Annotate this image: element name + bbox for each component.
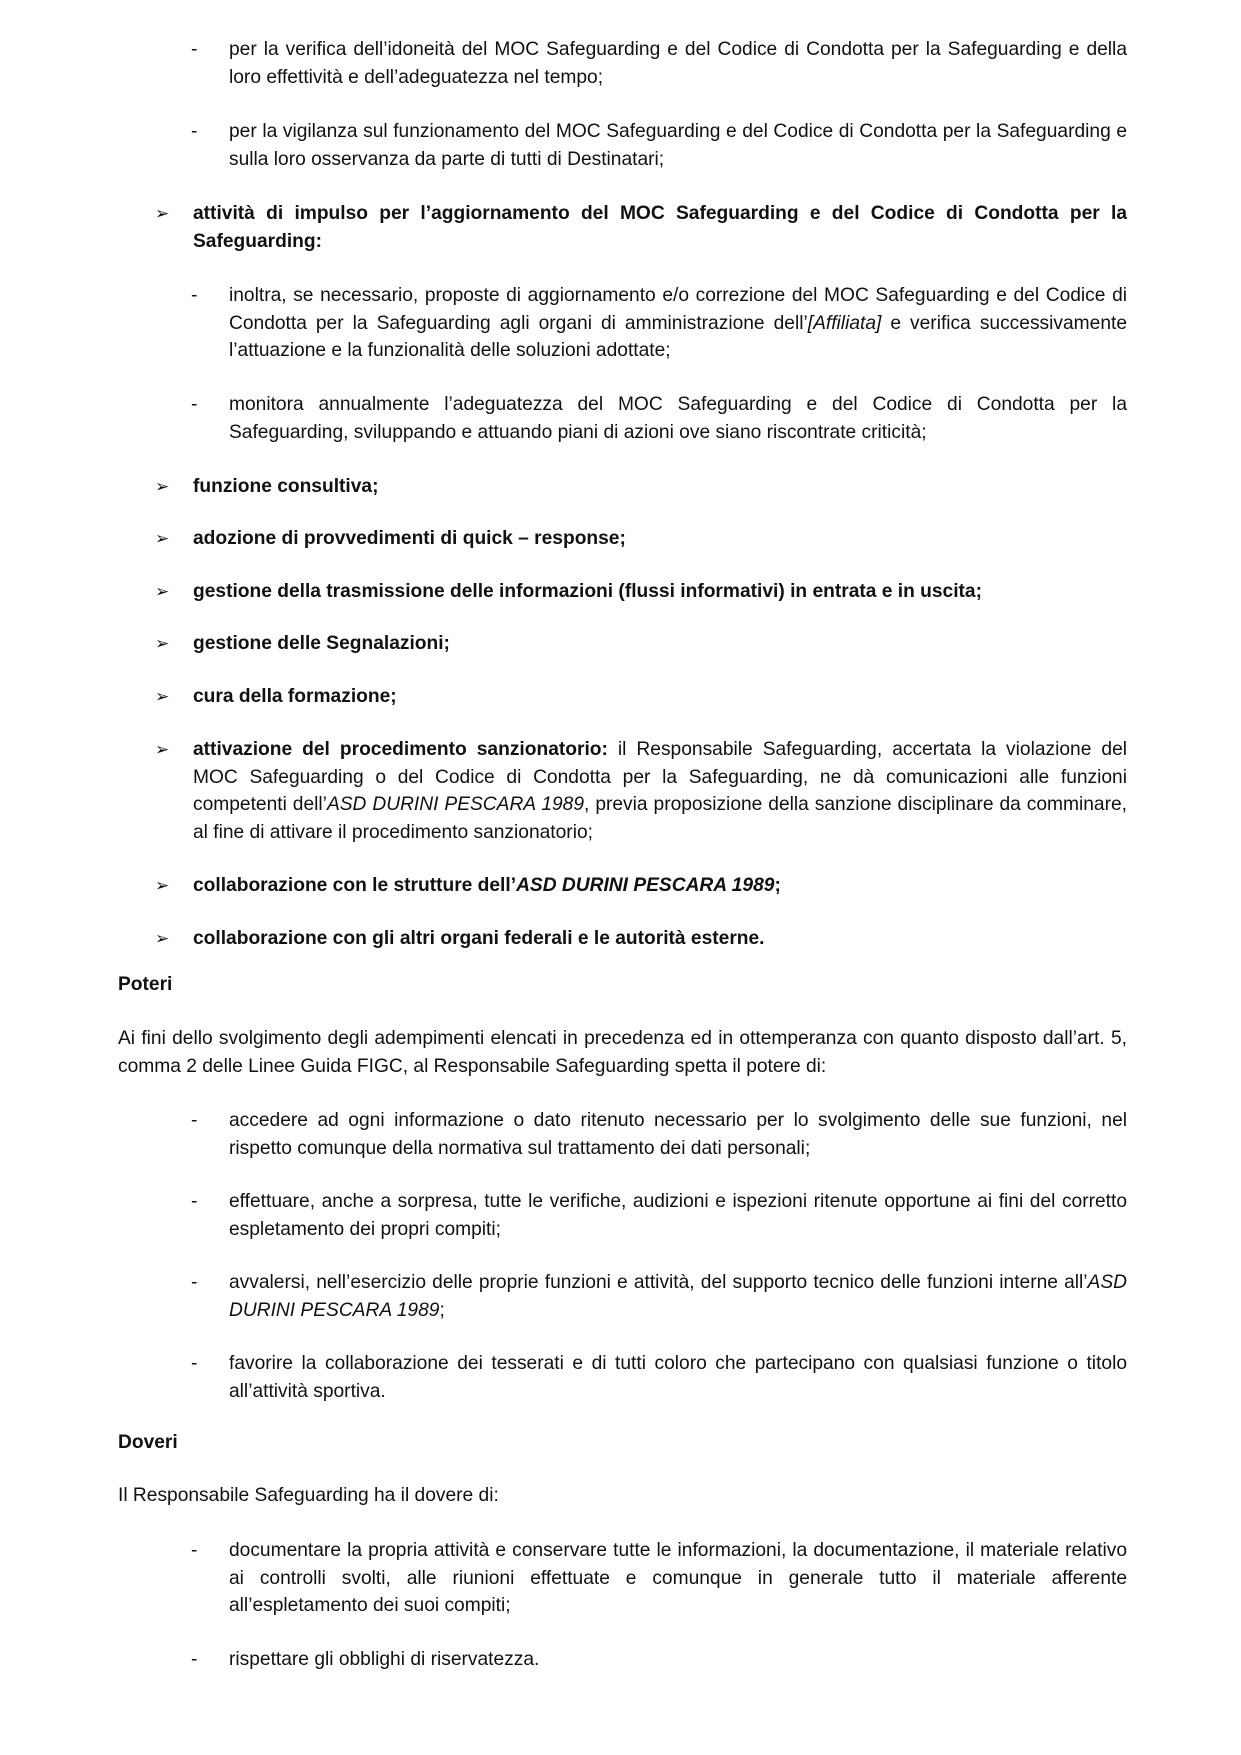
- bold-text: gestione della trasmissione delle informazioni (flussi informativi) in entrata e in uscita;: [193, 581, 982, 602]
- list-item: favorire la collaborazione dei tesserati e di tutti coloro che partecipano con qualsiasi funzione o titolo all’attività sportiva.: [229, 1353, 1127, 1402]
- bold-text: gestione delle Segnalazioni;: [193, 633, 450, 654]
- list-item: [193, 925, 1127, 953]
- dash-bullet: -: [191, 1649, 198, 1670]
- arrow-bullet-icon: ➢: [155, 687, 170, 706]
- dash-bullet: -: [191, 39, 198, 60]
- italic-text: [Affiliata]: [807, 312, 882, 334]
- list-item: per la verifica dell’idoneità del MOC Safeguarding e del Codice di Condotta per la Safeguarding e della loro effettività e dell’adeguatezza nel tempo;: [229, 39, 1127, 88]
- list-item: [193, 736, 1127, 846]
- dash-bullet: -: [191, 1191, 198, 1212]
- text-run: inoltra, se necessario, proposte di aggiornamento e/o correzione del MOC Safeguarding e del Codice di Condotta per la Safeguarding agli organi di amministrazione dell’: [229, 285, 1127, 334]
- italic-text: ASD DURINI PESCARA 1989: [516, 875, 775, 896]
- text-run: collaborazione con le strutture dell’: [193, 875, 517, 896]
- list-item: per la vigilanza sul funzionamento del MOC Safeguarding e del Codice di Condotta per la Safeguarding e sulla loro osservanza da parte di tutti di Destinatari;: [229, 121, 1127, 170]
- paragraph: Il Responsabile Safeguarding ha il dovere di:: [118, 1485, 499, 1506]
- dash-bullet: -: [191, 1353, 198, 1374]
- bold-text: collaborazione con gli altri organi federali e le autorità esterne.: [193, 928, 765, 949]
- dash-bullet: -: [191, 1110, 198, 1131]
- heading-text: Doveri: [118, 1432, 178, 1453]
- bold-text: [193, 875, 781, 896]
- arrow-bullet-icon: ➢: [155, 204, 170, 223]
- paragraph: Ai fini dello svolgimento degli adempimenti elencati in precedenza ed in ottemperanza con quanto disposto dall’art. 5, comma 2 delle Linee Guida FIGC, al Responsabile Safeguarding spetta il potere di:: [118, 1028, 1127, 1077]
- dash-bullet: -: [191, 1540, 198, 1561]
- list-item: [193, 525, 1127, 553]
- arrow-bullet-icon: ➢: [155, 634, 170, 653]
- heading-text: Poteri: [118, 974, 173, 995]
- text-run: ;: [439, 1299, 445, 1321]
- text-run: il Responsabile Safeguarding, accertata la violazione del MOC Safeguarding o del Codice di Condotta per la Safeguarding, ne dà comunicazioni alle funzioni competenti dell’: [193, 739, 1128, 815]
- list-item: [193, 200, 1127, 255]
- list-item: [229, 282, 1127, 365]
- text-run: e verifica successivamente l’attuazione e la funzionalità delle soluzioni adottate;: [229, 312, 1127, 361]
- dash-bullet: -: [191, 394, 198, 415]
- list-item: [193, 578, 1127, 606]
- text-run: avvalersi, nell’esercizio delle proprie funzioni e attività, del supporto tecnico delle funzioni interne all’: [229, 1272, 1088, 1293]
- dash-bullet: -: [191, 285, 198, 306]
- italic-text: ASD DURINI PESCARA 1989: [229, 1272, 1127, 1321]
- list-item: [193, 473, 1127, 501]
- arrow-bullet-icon: ➢: [155, 740, 170, 759]
- dash-bullet: -: [191, 121, 198, 142]
- list-item: [193, 872, 1127, 900]
- arrow-bullet-icon: ➢: [155, 876, 170, 895]
- bold-text: cura della formazione;: [193, 686, 397, 707]
- bold-text: attività di impulso per l’aggiornamento del MOC Safeguarding e del Codice di Condotta per la Safeguarding:: [193, 203, 1127, 252]
- arrow-bullet-icon: ➢: [155, 929, 170, 948]
- arrow-bullet-icon: ➢: [155, 529, 170, 548]
- bold-text: attivazione del procedimento sanzionatorio:: [193, 739, 608, 760]
- text-run: ;: [774, 875, 781, 896]
- arrow-bullet-icon: ➢: [155, 582, 170, 601]
- dash-bullet: -: [191, 1272, 198, 1293]
- arrow-bullet-icon: ➢: [155, 477, 170, 496]
- list-item: [193, 630, 1127, 658]
- bold-text: funzione consultiva;: [193, 476, 379, 497]
- list-item: monitora annualmente l’adeguatezza del MOC Safeguarding e del Codice di Condotta per la Safeguarding, sviluppando e attuando piani di azioni ove siano riscontrate criticità;: [229, 394, 1127, 443]
- list-item: accedere ad ogni informazione o dato ritenuto necessario per lo svolgimento delle sue funzioni, nel rispetto comunque della normativa sul trattamento dei dati personali;: [229, 1110, 1127, 1159]
- list-item: effettuare, anche a sorpresa, tutte le verifiche, audizioni e ispezioni ritenute opportune ai fini del corretto espletamento dei propri compiti;: [229, 1191, 1127, 1240]
- section-heading-poteri: [118, 971, 1127, 999]
- section-heading-doveri: [118, 1429, 1127, 1457]
- list-item: rispettare gli obblighi di riservatezza.: [229, 1649, 540, 1670]
- list-item: [229, 1269, 1127, 1324]
- text-run: , previa proposizione della sanzione disciplinare da comminare, al fine di attivare il procedimento sanzionatorio;: [193, 794, 1127, 843]
- list-item: [193, 683, 1127, 711]
- italic-text: ASD DURINI PESCARA 1989: [326, 794, 585, 815]
- list-item: documentare la propria attività e conservare tutte le informazioni, la documentazione, il materiale relativo ai controlli svolti, alle riunioni effettuate e comunque in generale tutto il materiale afferente all’espletamento dei suoi compiti;: [229, 1540, 1127, 1616]
- bold-text: adozione di provvedimenti di quick – response;: [193, 528, 626, 549]
